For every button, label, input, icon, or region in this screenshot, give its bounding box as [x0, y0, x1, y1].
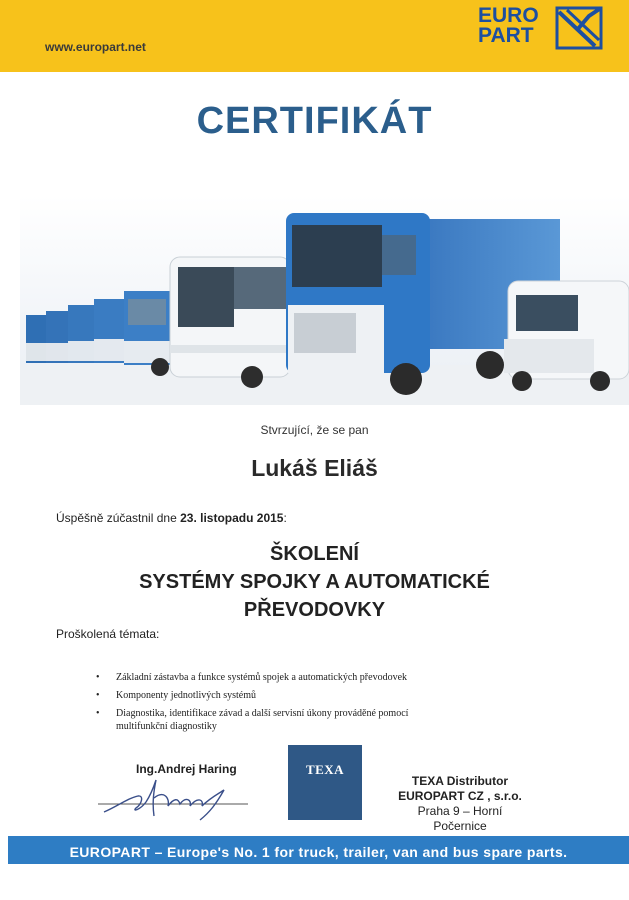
logo-text-line1: EURO: [478, 4, 539, 27]
list-item: [96, 671, 436, 684]
vehicle-fleet-photo: [20, 195, 629, 405]
website-url[interactable]: www.europart.net: [45, 40, 146, 54]
topics-list: [96, 671, 436, 738]
list-item: [96, 689, 436, 702]
certificate-title: CERTIFIKÁT: [196, 100, 433, 142]
logo-text-line2: PART: [478, 24, 534, 47]
distributor-line3: Praha 9 – Horní Počernice: [417, 804, 503, 833]
confirmation-text: Stvrzující, že se pan: [260, 423, 369, 437]
logo-text: [478, 6, 539, 46]
texa-label: TEXA: [305, 762, 345, 777]
bullet-icon: •: [96, 672, 100, 683]
footer-slogan: EUROPART – Europe's No. 1 for truck, trailer, van and bus spare parts.: [69, 844, 568, 860]
footer-band: [8, 836, 629, 864]
topic-text: Komponenty jednotlivých systémů: [116, 690, 256, 701]
europart-logo: [478, 6, 608, 62]
course-title-line2: SYSTÉMY SPOJKY A AUTOMATICKÉ: [139, 571, 490, 593]
course-title: [0, 540, 629, 624]
distributor-line2: EUROPART CZ , s.r.o.: [398, 789, 522, 803]
recipient-name: Lukáš Eliáš: [251, 455, 378, 481]
participation-suffix: :: [283, 511, 287, 525]
topics-heading: Proškolená témata:: [56, 627, 160, 641]
texa-logo: [288, 745, 362, 820]
bullet-icon: •: [96, 690, 100, 701]
participation-date: 23. listopadu 2015: [180, 511, 284, 525]
list-item: [96, 707, 436, 733]
handwritten-signature: [98, 776, 248, 822]
topic-text: Základní zástavba a funkce systémů spojek a automatických převodovek: [116, 672, 408, 683]
distributor-info: [395, 774, 525, 834]
participation-line: [56, 511, 287, 525]
distributor-line1: TEXA Distributor: [411, 774, 509, 788]
logo-emblem-icon: [555, 6, 605, 50]
signer-name: Ing.Andrej Haring: [136, 762, 237, 776]
coach-bus: [170, 257, 290, 388]
white-van: [504, 281, 629, 391]
topic-text: Diagnostika, identifikace závad a další servisní úkony prováděné pomocí multifunkční diagnostiky: [116, 708, 409, 732]
bullet-icon: •: [96, 708, 100, 719]
course-title-line1: ŠKOLENÍ: [270, 543, 359, 565]
course-title-line3: PŘEVODOVKY: [243, 599, 386, 621]
participation-prefix: Úspěšně zúčastnil dne: [56, 511, 177, 525]
